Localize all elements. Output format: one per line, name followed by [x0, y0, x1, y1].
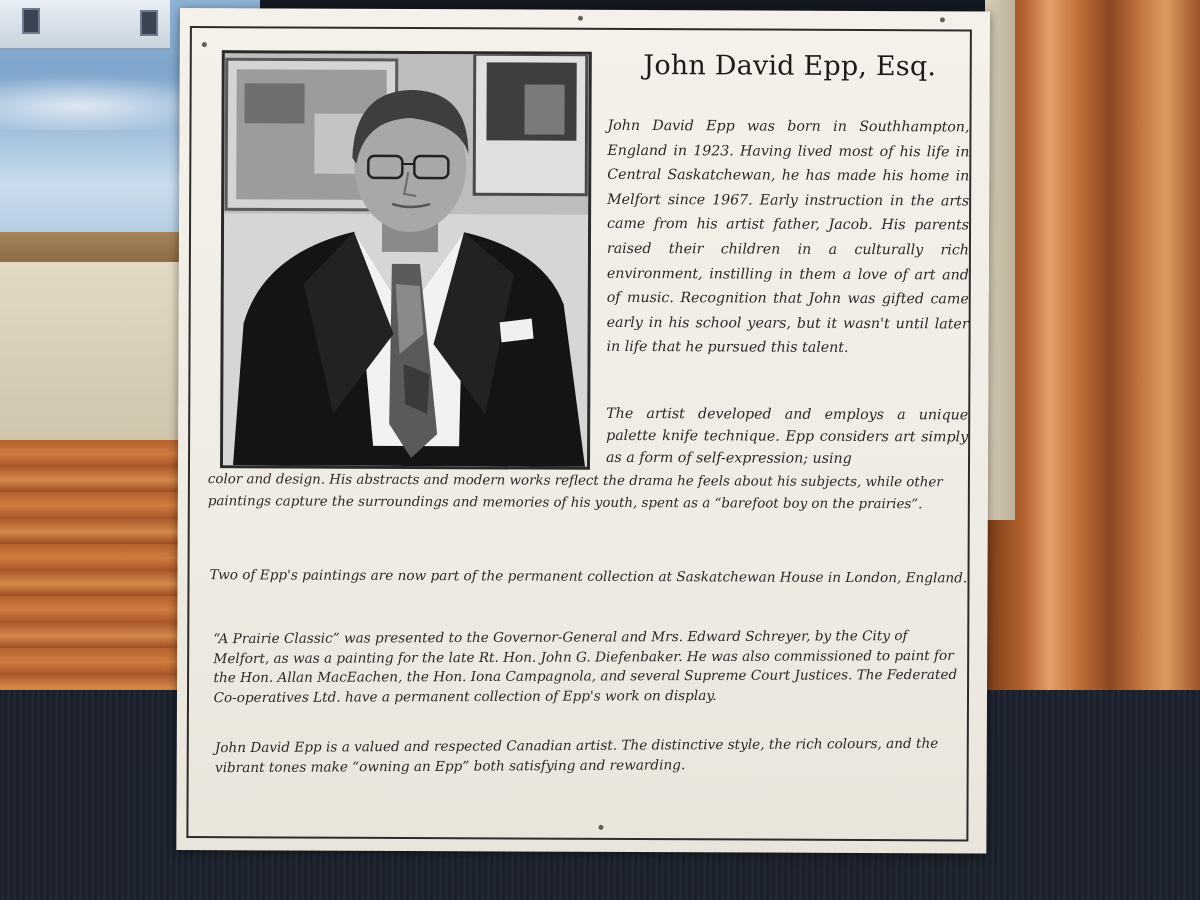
technique-paragraph-bottom: color and design. His abstracts and modern works reflect the drama he feels about his subjects, while other paintings capture the surroundings and memories of his youth, spent as a “barefoot boy on the prairies”. [207, 472, 943, 513]
collection-paragraph: Two of Epp's paintings are now part of the permanent collection at Saskatchewan House in London, England. [209, 567, 968, 587]
pin-hole [940, 17, 945, 22]
closing-paragraph: John David Epp is a valued and respected Canadian artist. The distinctive style, the rich colours, and the vibrant tones make “owning an Epp” both satisfying and rewarding. [214, 735, 939, 776]
portrait-illustration [223, 53, 589, 467]
painting-window [22, 8, 40, 34]
painting-window [140, 10, 158, 36]
artist-portrait-photo [220, 50, 592, 470]
pin-hole [578, 16, 583, 21]
page-title: John David Epp, Esq. [643, 50, 937, 83]
pin-hole [202, 42, 207, 47]
commissions-paragraph: “A Prairie Classic” was presented to the Governor-General and Mrs. Edward Schreyer, by the City of Melfort, as was a painting for the late Rt. Hon. John G. Diefenbaker. He was also commissioned to paint for the Hon. Allan MacEachen, the Hon. Iona Campagnola, and several Supreme Court Justices. The Federated Co-operatives Ltd. have a permanent collection of Epp's work on display. [213, 628, 958, 706]
biography-sheet [176, 8, 990, 854]
bio-paragraph: John David Epp was born in Southhampton, England in 1923. Having lived most of his life in Central Saskatchewan, he has made his home in Melfort since 1967. Early instruction in the arts came from his artist father, Jacob. His parents raised their children in a culturally rich environment, instilling in them a love of art and of music. Recognition that John was gifted came early in his school years, but it wasn't until later in life that he pursued this talent. [606, 117, 970, 357]
pin-hole [598, 825, 603, 830]
wood-frame-right [985, 0, 1200, 700]
painting-house [0, 0, 170, 50]
technique-paragraph-top: The artist developed and employs a unique palette knife technique. Epp considers art simply as a form of self-expression; using [606, 405, 969, 467]
